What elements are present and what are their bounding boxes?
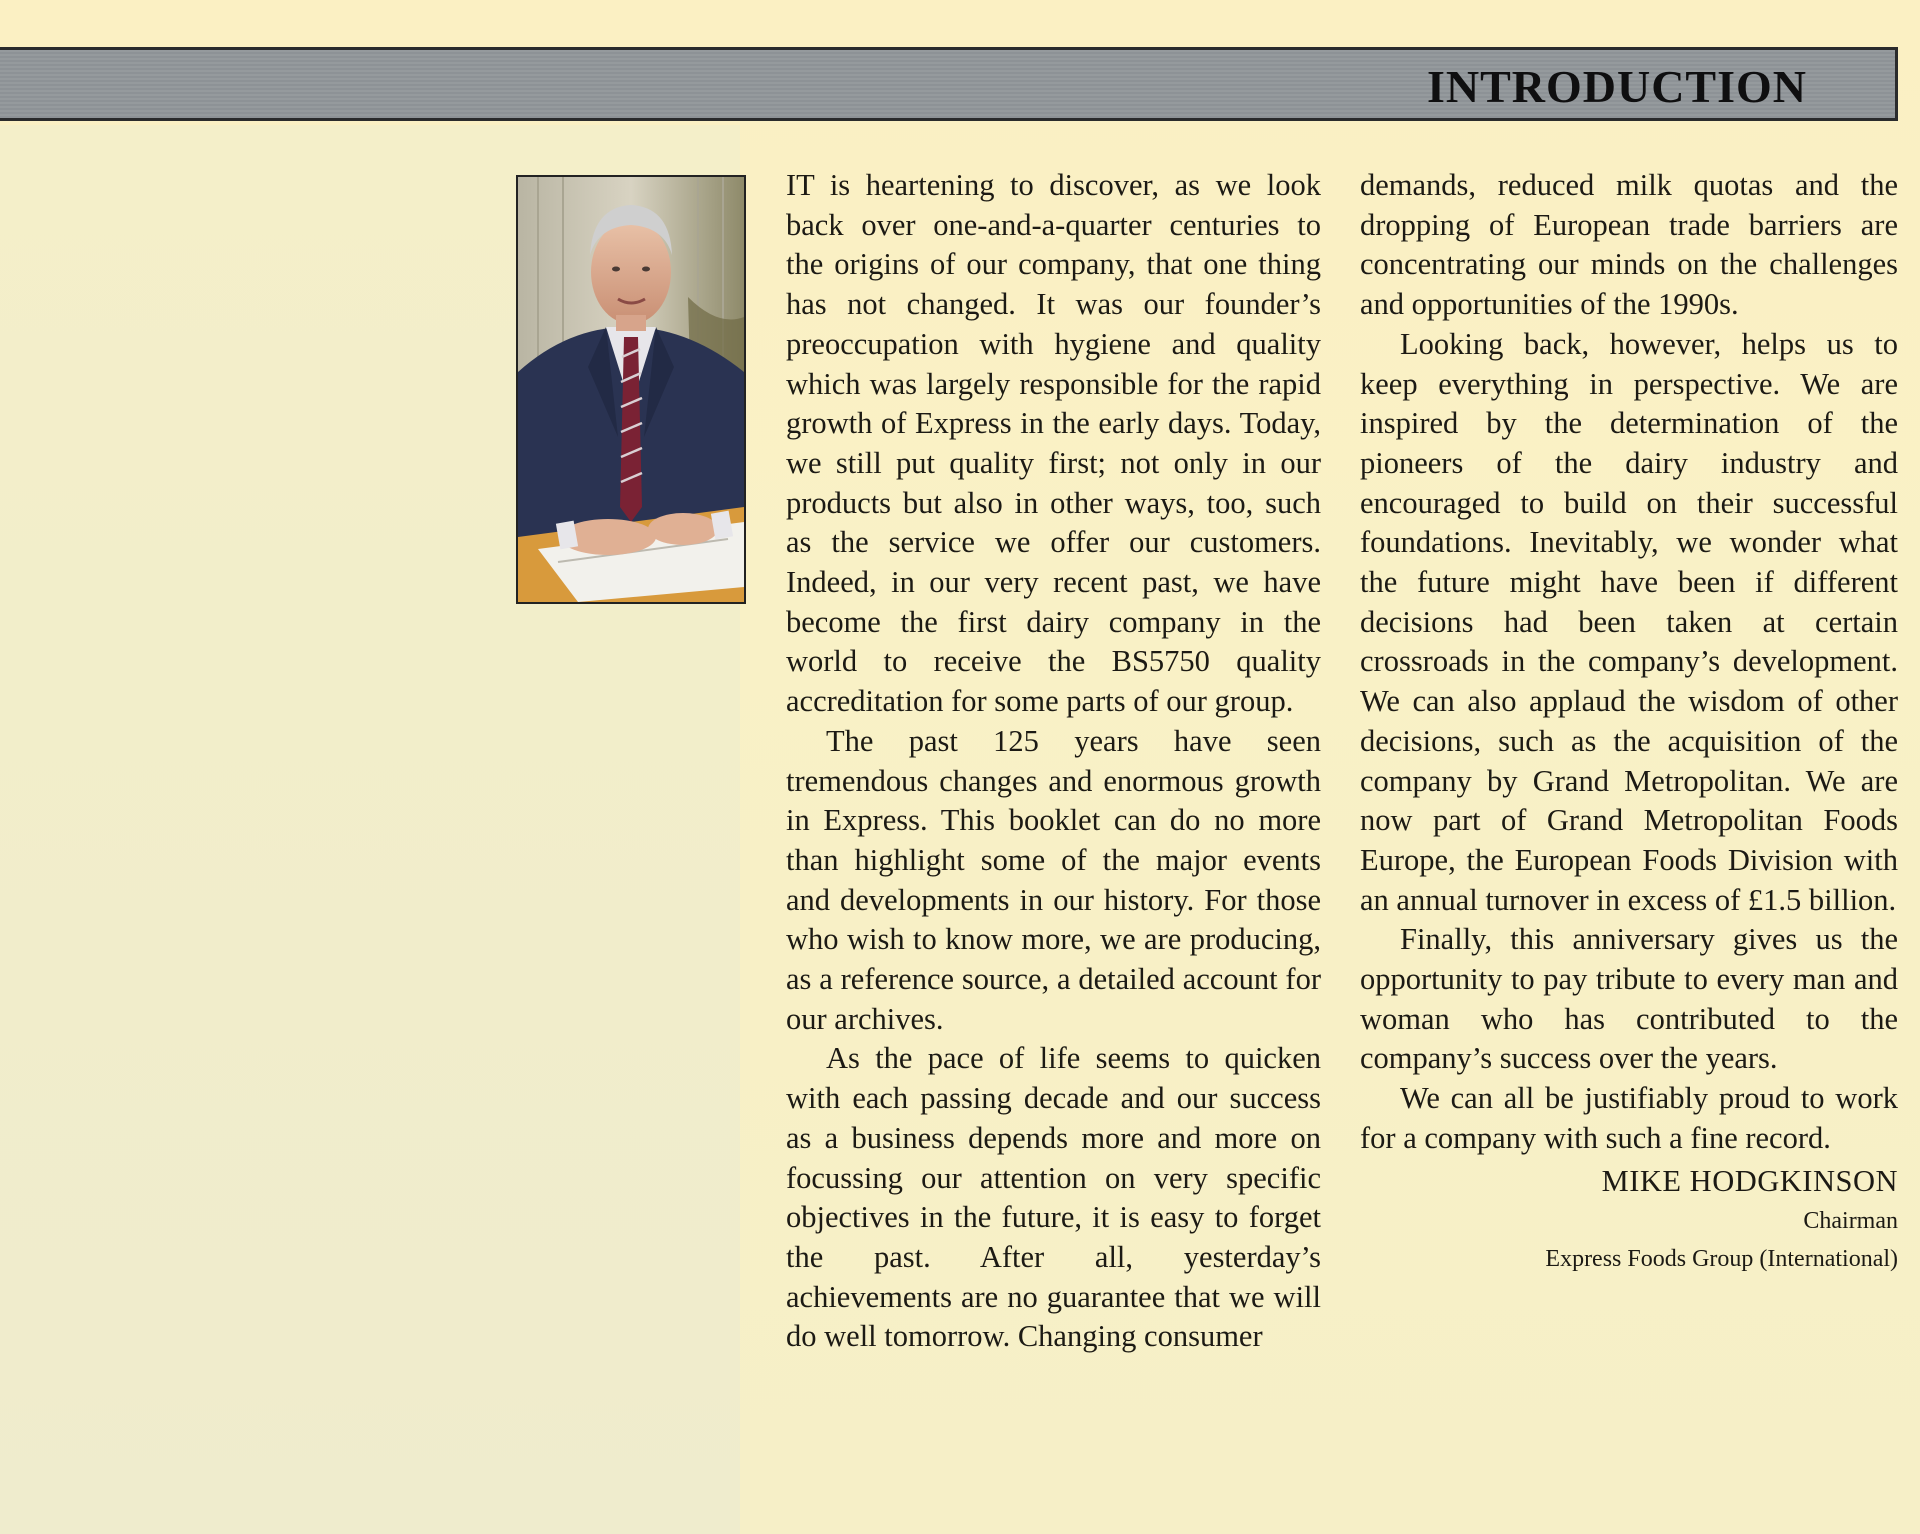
paragraph: The past 125 years have seen tremendous changes and enormous growth in Express. This booklet can do no more than highlight some of the major events and developments in our history. For those who wish to know more, we are producing, as a reference source, a detailed account for our archives. <box>786 723 1321 1036</box>
signatory-role: Chairman <box>1803 1207 1898 1234</box>
paragraph: demands, reduced milk quotas and the dropping of European trade barriers are concentrating our minds on the challenges and opportunities of the 1990s. <box>1360 168 1898 322</box>
signature-block <box>1360 1161 1898 1277</box>
paragraph: IT is heartening to discover, as we look back over one-and-a-quarter centuries to the origins of our company, that one thing has not changed. It was our founder’s preoccupation with hygiene and quality which was largely responsible for the rapid growth of Express in the early days. Today, we still put quality first; not only in our products but also in other ways, too, such as the service we offer our customers. Indeed, in our very recent past, we have become the first dairy company in the world to receive the BS5750 quality accreditation for some parts of our group. <box>786 168 1321 719</box>
text-column-right <box>1360 166 1898 1277</box>
signatory-name: MIKE HODGKINSON <box>1601 1163 1898 1198</box>
header-banner <box>0 47 1898 121</box>
paragraph: Finally, this anniversary gives us the opportunity to pay tribute to every man and woman who has contributed to the company’s success over the years. <box>1360 922 1898 1076</box>
paragraph: As the pace of life seems to quicken with each passing decade and our success as a business depends more and more on focussing our attention on very specific objectives in the future, it is easy to forget the past. After all, yesterday’s achievements are no guarantee that we will do well tomorrow. Changing consumer <box>786 1041 1321 1354</box>
chairman-portrait-photo <box>516 175 746 604</box>
paragraph: We can all be justifiably proud to work for a company with such a fine record. <box>1360 1081 1898 1155</box>
text-column-left <box>786 166 1321 1357</box>
signatory-organization: Express Foods Group (International) <box>1545 1245 1898 1272</box>
page-title: INTRODUCTION <box>1426 61 1807 112</box>
paragraph: Looking back, however, helps us to keep everything in perspective. We are inspired by the determination of the pioneers of the dairy industry and encouraged to build on their successful foundations. Inevitably, we wonder what the future might have been if different decisions had been taken at certain crossroads in the company’s development. We can also applaud the wisdom of other decisions, such as the acquisition of the company by Grand Metropolitan. We are now part of Grand Metropolitan Foods Europe, the European Foods Division with an annual turnover in excess of £1.5 billion. <box>1360 326 1898 917</box>
portrait-illustration <box>518 177 744 602</box>
